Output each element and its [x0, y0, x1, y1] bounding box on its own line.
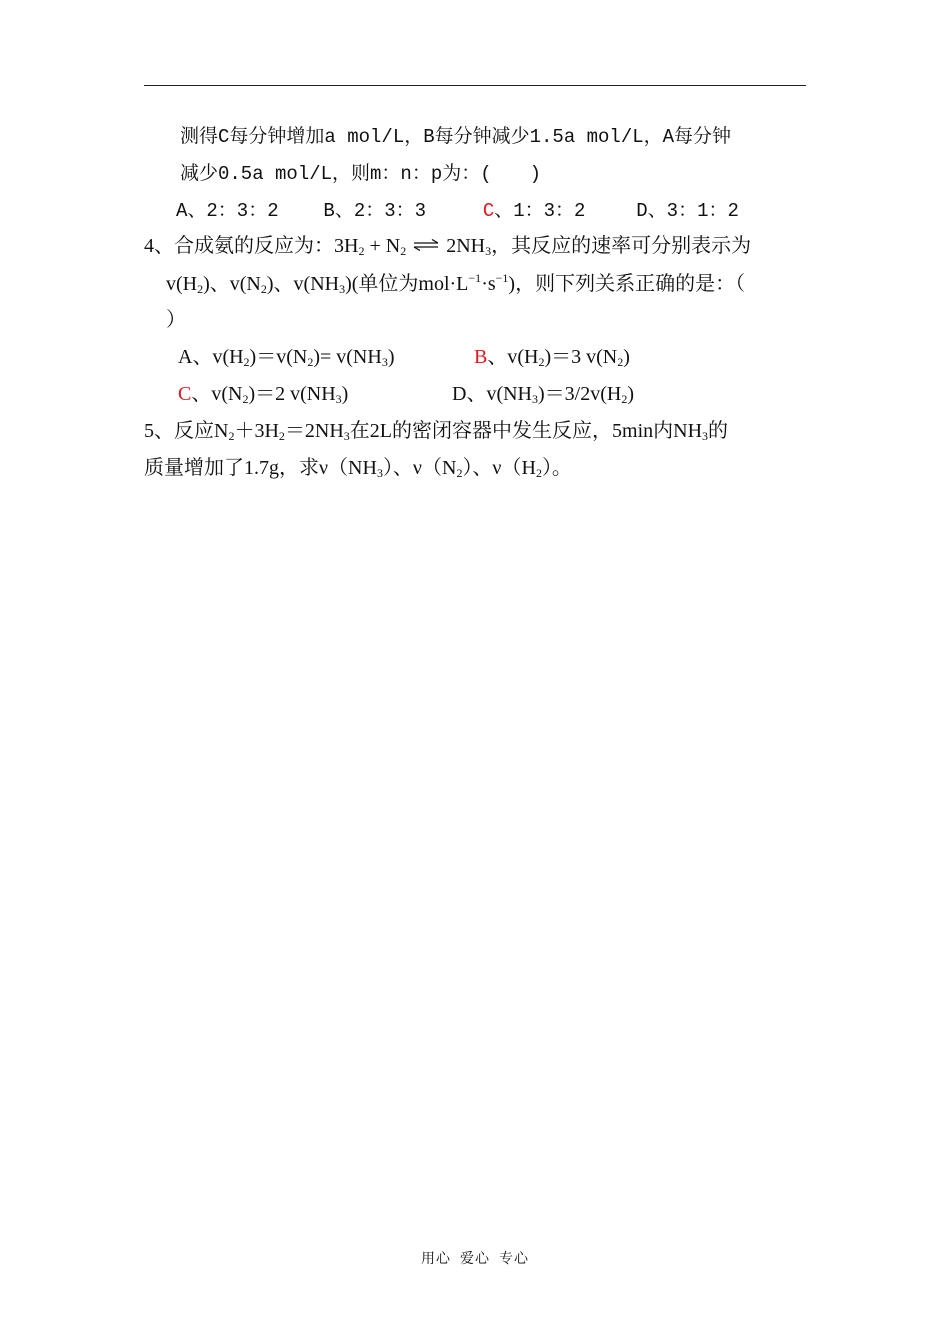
sub-2: 2	[307, 355, 314, 369]
sub-2: 2	[278, 429, 285, 443]
q5-line-1	[144, 418, 728, 444]
q3-option-c-answer-letter: C	[482, 200, 495, 222]
q4-opt-a-part: A、v(H	[178, 346, 244, 368]
q4-unit-s: ·s	[481, 273, 496, 295]
sub-2: 2	[242, 392, 249, 406]
exponent-neg1: −1	[468, 271, 482, 285]
q3-option-a: A、2：3：2	[176, 200, 279, 222]
q3-option-d: D、3：1：2	[636, 200, 739, 222]
q4-line-3	[166, 307, 186, 333]
q4-opt-a-part: )= v(NH	[313, 346, 382, 368]
sub-2: 2	[358, 244, 365, 258]
q3-text-1: 测得C每分钟增加a mol/L，B每分钟减少1.5a mol/L，A每分钟	[180, 126, 732, 148]
q4-opt-d-part: D、v(NH	[452, 383, 532, 405]
q4-opt-b-part: )＝3 v(N	[544, 346, 618, 368]
q4-v-nh3: )、v(NH	[266, 273, 340, 295]
sub-3: 3	[376, 466, 383, 480]
sub-3: 3	[532, 392, 538, 406]
exponent-neg1: −1	[495, 271, 509, 285]
q4-option-c	[178, 381, 348, 407]
sub-2: 2	[617, 355, 624, 369]
sub-2: 2	[456, 466, 463, 480]
q4-opt-b-part: 、v(H	[487, 346, 539, 368]
q4-opt-d-part: )	[627, 383, 634, 405]
q5-part: ）。	[541, 457, 572, 479]
q4-tail: ，其反应的速率可分别表示为	[491, 235, 752, 257]
sub-2: 2	[243, 355, 250, 369]
sub-2: 2	[260, 282, 267, 296]
q3-line-2	[180, 161, 541, 187]
q3-option-c: 、1：3：2	[494, 200, 586, 222]
sub-3: 3	[702, 429, 709, 443]
q3-option-b: B、2：3：3	[323, 200, 427, 222]
q4-opt-c-part: )	[341, 383, 349, 405]
q4-v-h2: v(H	[166, 273, 198, 295]
sub-2: 2	[535, 466, 542, 480]
q5-part: ）、ν（H	[462, 457, 536, 479]
q3-options	[176, 198, 739, 224]
q5-part: 的	[708, 420, 729, 442]
sub-2: 2	[538, 355, 545, 369]
q4-option-b	[474, 344, 630, 370]
q5-part: ＋3H	[234, 420, 279, 442]
q4-opt-c-part: 、v(N	[191, 383, 243, 405]
q5-part: 质量增加了1.7g，求ν（NH	[144, 457, 377, 479]
sub-3: 3	[343, 429, 350, 443]
sub-3: 3	[335, 392, 342, 406]
q4-opt-b-part: )	[623, 346, 630, 368]
sub-3: 3	[339, 282, 346, 296]
header-rule	[144, 85, 806, 86]
sub-2: 2	[228, 429, 235, 443]
q4-close-paren: ）	[166, 309, 186, 331]
q4-line-2	[166, 271, 745, 297]
sub-3: 3	[381, 355, 388, 369]
q4-opt-a-part: )＝v(N	[249, 346, 308, 368]
q5-part: ＝2NH	[284, 420, 344, 442]
q5-part: 5、反应N	[144, 420, 229, 442]
q5-part: 在2L的密闭容器中发生反应，5min内NH	[349, 420, 703, 442]
equilibrium-arrow-icon	[413, 239, 439, 251]
sub-3: 3	[485, 244, 492, 258]
page-footer: 用心 爱心 专心	[421, 1252, 529, 1267]
q4-opt-c-part: )＝2 v(NH	[248, 383, 336, 405]
q4-line-1	[144, 233, 751, 259]
q4-opt-d-part: )＝3/2v(H	[538, 383, 622, 405]
q5-line-2	[144, 455, 572, 481]
q4-unit: )(单位为mol·L	[345, 273, 469, 295]
q4-option-d	[452, 381, 634, 407]
q4-option-b-answer-letter: B	[474, 346, 488, 368]
q5-part: ）、ν（N	[382, 457, 457, 479]
q4-opt-a-part: )	[387, 346, 395, 368]
q4-v-n2: )、v(N	[203, 273, 261, 295]
sub-2: 2	[621, 392, 628, 406]
q4-lead: 4、合成氨的反应为：3H	[144, 235, 359, 257]
q4-product: 2NH	[441, 235, 486, 257]
q3-text-2: 减少0.5a mol/L，则m：n：p为：( )	[180, 163, 542, 185]
sub-2: 2	[197, 282, 204, 296]
q4-n2: + N	[364, 235, 401, 257]
q4-option-c-answer-letter: C	[178, 383, 192, 405]
q3-line-1	[180, 124, 731, 150]
q4-option-a	[178, 344, 394, 370]
q4-question: )，则下列关系正确的是：（	[508, 273, 746, 295]
sub-2: 2	[400, 244, 407, 258]
